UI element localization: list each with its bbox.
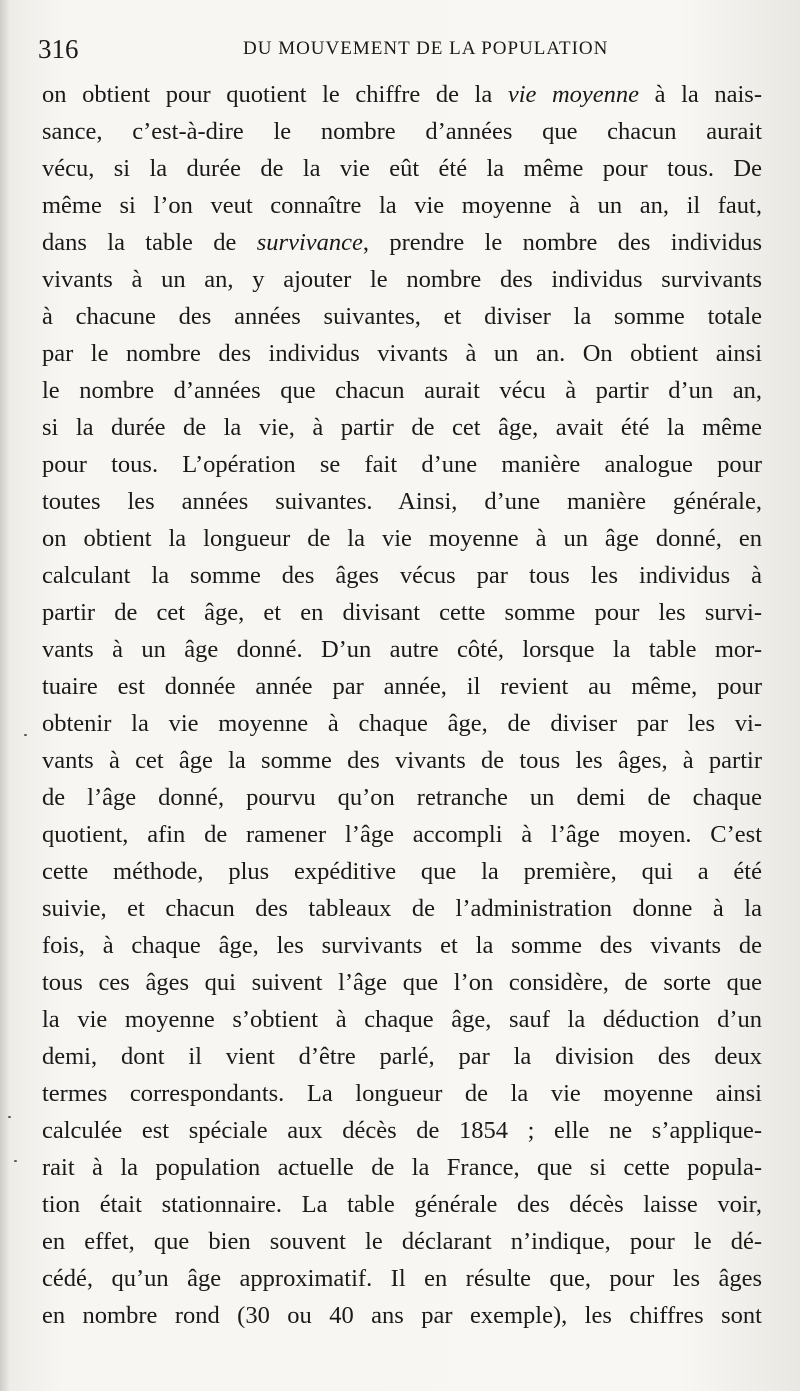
text-line: cette méthode, plus expéditive que la première, qui a été xyxy=(42,858,762,885)
text-line: tuaire est donnée année par année, il revient au même, pour xyxy=(42,673,762,700)
text-line: toutes les années suivantes. Ainsi, d’une manière générale, xyxy=(42,488,762,515)
text-line: fois, à chaque âge, les survivants et la somme des vivants de xyxy=(42,932,762,959)
text-line: obtenir la vie moyenne à chaque âge, de diviser par les vi- xyxy=(42,710,762,737)
page-header xyxy=(38,34,768,68)
text-line: la vie moyenne s’obtient à chaque âge, sauf la déduction d’un xyxy=(42,1006,762,1033)
text-line: à chacune des années suivantes, et diviser la somme totale xyxy=(42,303,762,330)
text-line: vivants à un an, y ajouter le nombre des individus survivants xyxy=(42,266,762,293)
text-line: en effet, que bien souvent le déclarant n’indique, pour le dé- xyxy=(42,1228,762,1255)
text-line: termes correspondants. La longueur de la vie moyenne ainsi xyxy=(42,1080,762,1107)
text-line: on obtient pour quotient le chiffre de la vie moyenne à la nais- xyxy=(42,81,762,108)
text-line: sance, c’est-à-dire le nombre d’années que chacun aurait xyxy=(42,118,762,145)
text-line: tous ces âges qui suivent l’âge que l’on considère, de sorte que xyxy=(42,969,762,996)
text-line: par le nombre des individus vivants à un an. On obtient ainsi xyxy=(42,340,762,367)
text-line: quotient, afin de ramener l’âge accompli à l’âge moyen. C’est xyxy=(42,821,762,848)
text-line: dans la table de survivance, prendre le nombre des individus xyxy=(42,229,762,256)
text-line: le nombre d’années que chacun aurait vécu à partir d’un an, xyxy=(42,377,762,404)
running-head: DU MOUVEMENT DE LA POPULATION xyxy=(243,38,609,59)
print-speck xyxy=(14,1160,17,1162)
text-line: même si l’on veut connaître la vie moyenne à un an, il faut, xyxy=(42,192,762,219)
text-line: demi, dont il vient d’être parlé, par la division des deux xyxy=(42,1043,762,1070)
text-line: on obtient la longueur de la vie moyenne à un âge donné, en xyxy=(42,525,762,552)
text-line: vants à un âge donné. D’un autre côté, lorsque la table mor- xyxy=(42,636,762,663)
text-line: rait à la population actuelle de la France, que si cette popula- xyxy=(42,1154,762,1181)
page-number: 316 xyxy=(38,34,79,64)
print-speck xyxy=(8,1116,11,1118)
text-line: vants à cet âge la somme des vivants de tous les âges, à partir xyxy=(42,747,762,774)
text-line: tion était stationnaire. La table générale des décès laisse voir, xyxy=(42,1191,762,1218)
body-text xyxy=(42,76,762,1334)
text-line: calculant la somme des âges vécus par tous les individus à xyxy=(42,562,762,589)
text-line: vécu, si la durée de la vie eût été la même pour tous. De xyxy=(42,155,762,182)
text-line: calculée est spéciale aux décès de 1854 ; elle ne s’applique- xyxy=(42,1117,762,1144)
text-line: cédé, qu’un âge approximatif. Il en résulte que, pour les âges xyxy=(42,1265,762,1292)
text-line: si la durée de la vie, à partir de cet âge, avait été la même xyxy=(42,414,762,441)
text-line: en nombre rond (30 ou 40 ans par exemple), les chiffres sont xyxy=(42,1302,762,1329)
text-line: de l’âge donné, pourvu qu’on retranche un demi de chaque xyxy=(42,784,762,811)
text-line: partir de cet âge, et en divisant cette somme pour les survi- xyxy=(42,599,762,626)
print-speck xyxy=(24,734,27,736)
text-line: suivie, et chacun des tableaux de l’administration donne à la xyxy=(42,895,762,922)
text-line: pour tous. L’opération se fait d’une manière analogue pour xyxy=(42,451,762,478)
page-gutter-shadow xyxy=(0,0,10,1391)
